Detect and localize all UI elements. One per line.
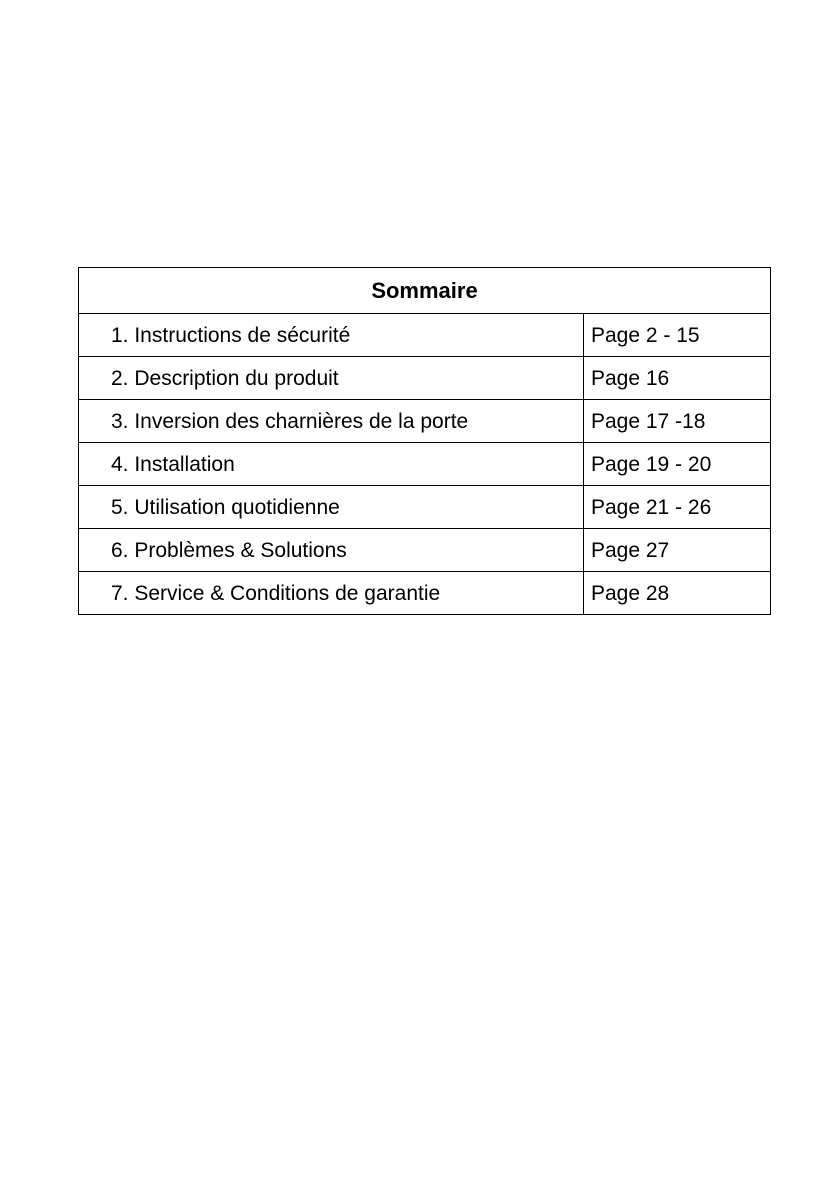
toc-entry-label: 7. Service & Conditions de garantie xyxy=(79,572,584,615)
toc-entry-label: 4. Installation xyxy=(79,443,584,486)
toc-row xyxy=(79,572,771,615)
toc-entry-pages: Page 2 - 15 xyxy=(584,314,771,357)
toc-header-row xyxy=(79,268,771,314)
toc-entry-pages: Page 16 xyxy=(584,357,771,400)
toc-entry-label: 5. Utilisation quotidienne xyxy=(79,486,584,529)
table-of-contents xyxy=(78,267,771,615)
toc-row xyxy=(79,529,771,572)
toc-entry-pages: Page 19 - 20 xyxy=(584,443,771,486)
toc-entry-pages: Page 28 xyxy=(584,572,771,615)
toc-entry-pages: Page 27 xyxy=(584,529,771,572)
toc-entry-label: 6. Problèmes & Solutions xyxy=(79,529,584,572)
toc-entry-label: 2. Description du produit xyxy=(79,357,584,400)
toc-entry-label: 3. Inversion des charnières de la porte xyxy=(79,400,584,443)
toc-entry-label: 1. Instructions de sécurité xyxy=(79,314,584,357)
toc-row xyxy=(79,314,771,357)
toc-entry-pages: Page 21 - 26 xyxy=(584,486,771,529)
toc-row xyxy=(79,486,771,529)
toc-row xyxy=(79,400,771,443)
toc-entry-pages: Page 17 -18 xyxy=(584,400,771,443)
toc-title: Sommaire xyxy=(79,268,771,314)
toc-row xyxy=(79,357,771,400)
toc-row xyxy=(79,443,771,486)
